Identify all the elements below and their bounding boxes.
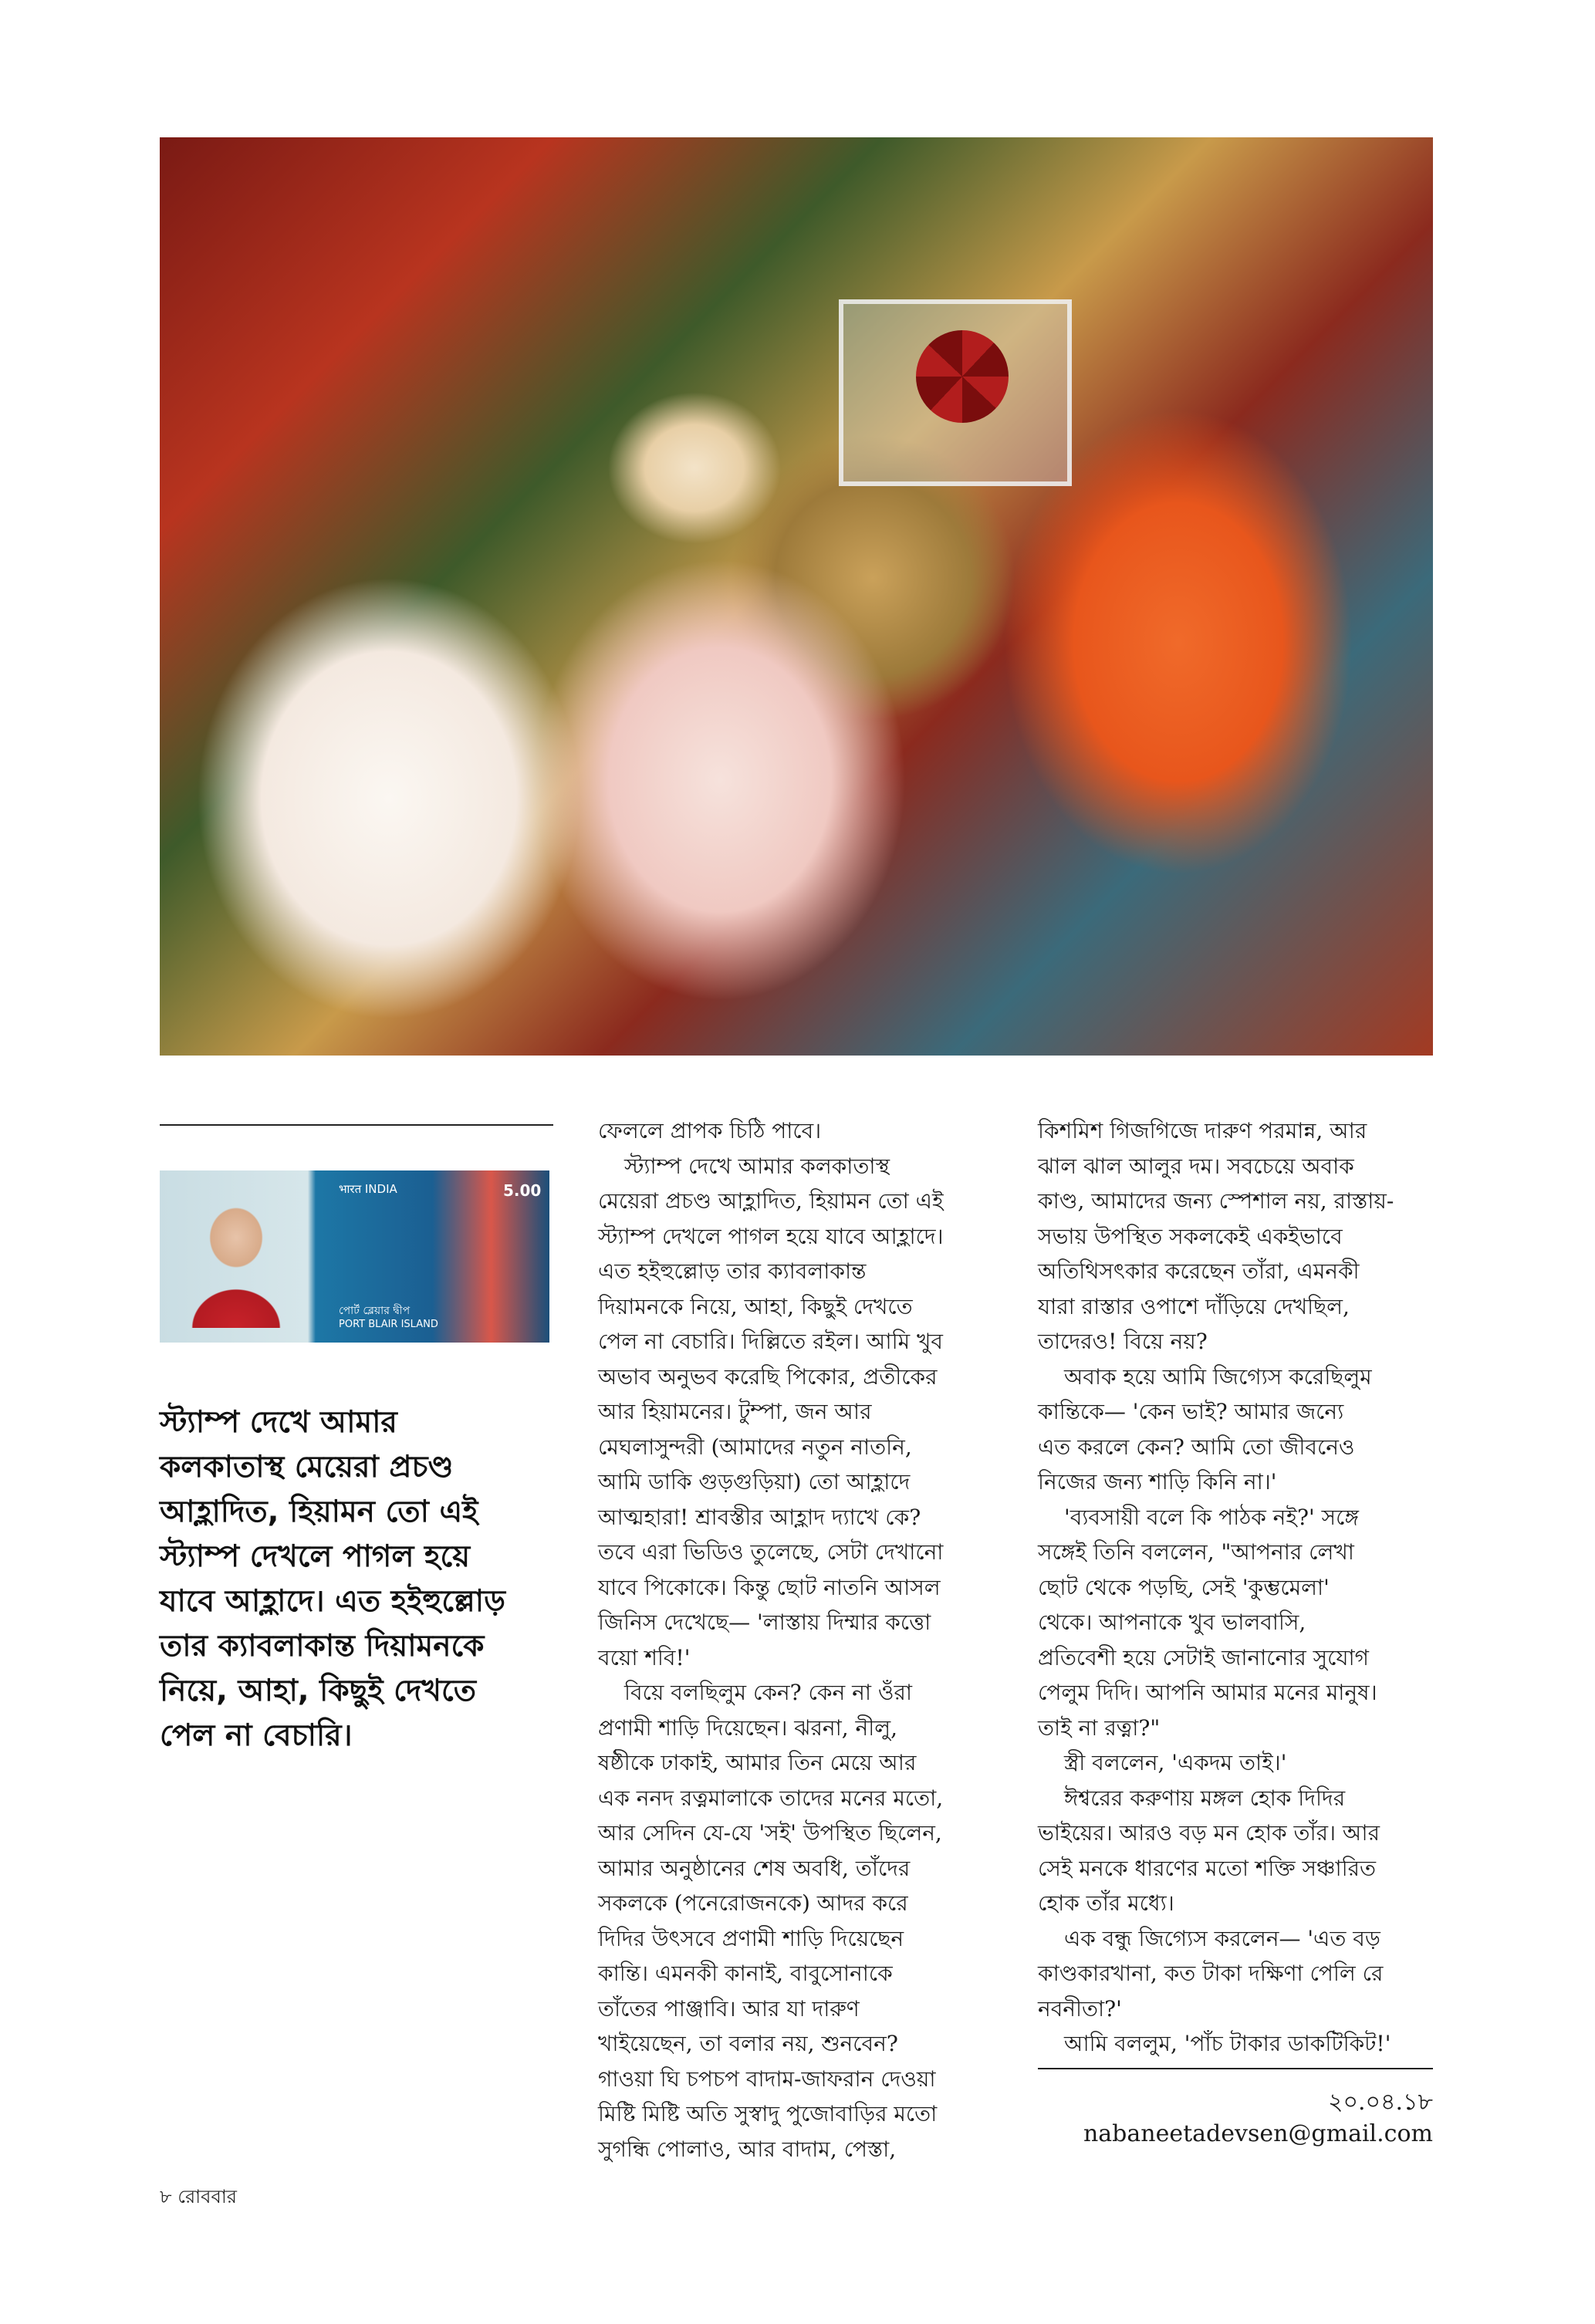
article-column-2 [1038,1113,1394,2062]
article-line: ষষ্ঠীকে ঢাকাই, আমার তিন মেয়ে আর [598,1750,917,1775]
article-line: সুগন্ধি পোলাও, আর বাদাম, পেস্তা, [598,2136,897,2162]
pull-quote: স্ট্যাম্প দেখে আমার কলকাতাস্থ মেয়েরা প্রচণ্ড আহ্লাদিত, হিয়ামন তো এই স্ট্যাম্প দেখলে পাগল হয়ে যাবে আহ্লাদে। এত হইহুল্লোড় তার ক্যাবলাকান্ত দিয়ামনকে নিয়ে, আহা, কিছুই দেখতে পেল না বেচারি। [160,1405,505,1753]
article-line: মিষ্টি মিষ্টি অতি সুস্বাদু পুজোবাড়ির মতো [598,2101,938,2126]
article-line: নবনীতা?' [1038,1995,1122,2022]
article-line: সেই মনকে ধারণের মতো শক্তি সঞ্চারিত [1038,1855,1377,1881]
left-rule [160,1124,553,1126]
article-line: আর হিয়ামনের। টুম্পা, জন আর [598,1399,872,1424]
postage-stamp [160,1170,549,1343]
article-line: যাবে পিকোকে। কিন্তু ছোট নাতনি আসল [598,1574,941,1600]
article-line: ফেললে প্রাপক চিঠি পাবে। [598,1118,822,1143]
article-line: কাণ্ডকারখানা, কত টাকা দক্ষিণা পেলি রে [1038,1961,1384,1986]
article-line: সকলকে (পনেরোজনকে) আদর করে [598,1890,908,1916]
article-line: স্ট্যাম্প দেখলে পাগল হয়ে যাবে আহ্লাদে। [598,1223,944,1249]
article-line: সঙ্গেই তিনি বললেন, "আপনার লেখা [1038,1539,1354,1565]
article-line: অবাক হয়ে আমি জিগ্যেস করেছিলুম [1064,1363,1372,1390]
article-line: মেয়েরা প্রচণ্ড আহ্লাদিত, হিয়ামন তো এই [598,1188,944,1214]
article-line: দিয়ামনকে নিয়ে, আহা, কিছুই দেখতে [598,1293,913,1319]
author-email: nabaneetadevsen@gmail.com [1083,2120,1433,2147]
stamp-caption-en: PORT BLAIR ISLAND [339,1319,438,1330]
article-line: আত্মহারা! শ্রাবস্তীর আহ্লাদ দ্যাখে কে? [598,1504,921,1530]
article-line: আমার অনুষ্ঠানের শেষ অবধি, তাঁদের [598,1855,911,1881]
article-line: তাদেরও! বিয়ে নয়? [1038,1329,1208,1354]
article-line: বয়ো শবি!' [598,1644,691,1670]
article-line: খাইয়েছেন, তা বলার নয়, শুনবেন? [598,2031,898,2056]
article-line: তাই না রত্না?" [1038,1714,1161,1741]
article-line: আর সেদিন যে-যে 'সই' উপস্থিত ছিলেন, [598,1820,942,1846]
article-line: কাণ্ড, আমাদের জন্য স্পেশাল নয়, রাস্তায়- [1038,1188,1394,1214]
article-line: স্ট্যাম্প দেখে আমার কলকাতাস্থ [624,1153,890,1179]
article-line: পেলুম দিদি। আপনি আমার মনের মানুষ। [1038,1680,1377,1705]
article-line: কান্তি। এমনকী কানাই, বাবুসোনাকে [598,1961,893,1986]
article-column-1 [598,1113,944,2167]
article-line: গাওয়া ঘি চপচপ বাদাম-জাফরান দেওয়া [598,2066,936,2092]
article-line: অভাব অনুভব করেছি পিকোর, প্রতীকের [598,1363,938,1390]
article-line: হোক তাঁর মধ্যে। [1038,1890,1174,1916]
article-line: 'ব্যবসায়ী বলে কি পাঠক নই?' সঙ্গে [1064,1504,1359,1530]
article-line: প্রণামী শাড়ি দিয়েছেন। ঝরনা, নীলু, [598,1714,898,1741]
article-line: ঝাল ঝাল আলুর দম। সবচেয়ে অবাক [1038,1153,1354,1179]
article-line: এক ননদ রত্নমালাকে তাদের মনের মতো, [598,1785,944,1811]
article-line: পেল না বেচারি। দিল্লিতে রইল। আমি খুব [598,1329,944,1354]
article-line: বিয়ে বলছিলুম কেন? কেন না ওঁরা [624,1680,912,1705]
article-line: থেকে। আপনাকে খুব ভালবাসি, [1038,1610,1306,1635]
stamp-value: 5.00 [503,1181,542,1200]
stamp-portrait [178,1189,294,1328]
award-charkha [916,330,1009,423]
article-line: স্ত্রী বললেন, 'একদম তাই।' [1064,1750,1287,1775]
article-line: ছোট থেকে পড়ছি, সেই 'কুম্ভমেলা' [1038,1574,1330,1600]
page-footer: ৮ রোববার [160,2186,237,2207]
article-line: দিদির উৎসবে প্রণামী শাড়ি দিয়েছেন [598,1925,904,1951]
article-line: সভায় উপস্থিত সকলকেই একইভাবে [1038,1223,1343,1249]
article-date: ২০.০৪.১৮ [1328,2089,1433,2116]
article-line: এত করলে কেন? আমি তো জীবনেও [1038,1434,1355,1460]
article-line: অতিথিসৎকার করেছেন তাঁরা, এমনকী [1038,1258,1360,1284]
article-line: কান্তিকে— 'কেন ভাই? আমার জন্যে [1038,1399,1344,1424]
article-line: কিশমিশ গিজগিজে দারুণ পরমান্ন, আর [1038,1118,1367,1143]
stamp-country: भारत INDIA [339,1182,397,1196]
article-line: আমি ডাকি গুড়গুড়িয়া) তো আহ্লাদে [598,1469,911,1495]
article-line: এক বন্ধু জিগ্যেস করলেন— 'এত বড় [1064,1925,1380,1951]
article-line: নিজের জন্য শাড়ি কিনি না।' [1038,1469,1277,1495]
article-line: আমি বললুম, 'পাঁচ টাকার ডাকটিকিট!' [1064,2031,1391,2056]
article-line: প্রতিবেশী হয়ে সেটাই জানানোর সুযোগ [1038,1644,1370,1670]
article-line: ঈশ্বরের করুণায় মঙ্গল হোক দিদির [1064,1785,1346,1811]
article-line: মেঘলাসুন্দরী (আমাদের নতুন নাতনি, [598,1434,912,1460]
article-line: এত হইহুল্লোড় তার ক্যাবলাকান্ত [598,1258,867,1284]
article-line: জিনিস দেখেছে— 'লাস্তায় দিম্মার কত্তো [598,1610,931,1635]
article-line: যারা রাস্তার ওপাশে দাঁড়িয়ে দেখছিল, [1038,1293,1350,1319]
stamp-caption-local: পোর্ট ব্লেয়ার দ্বীপ [339,1305,411,1317]
article-line: ভাইয়ের। আরও বড় মন হোক তাঁর। আর [1038,1820,1380,1846]
article-line: তবে এরা ভিডিও তুলেছে, সেটা দেখানো [598,1539,944,1565]
event-photo [160,137,1433,1056]
signoff-rule [1038,2068,1433,2069]
article-line: তাঁতের পাঞ্জাবি। আর যা দারুণ [598,1995,860,2022]
